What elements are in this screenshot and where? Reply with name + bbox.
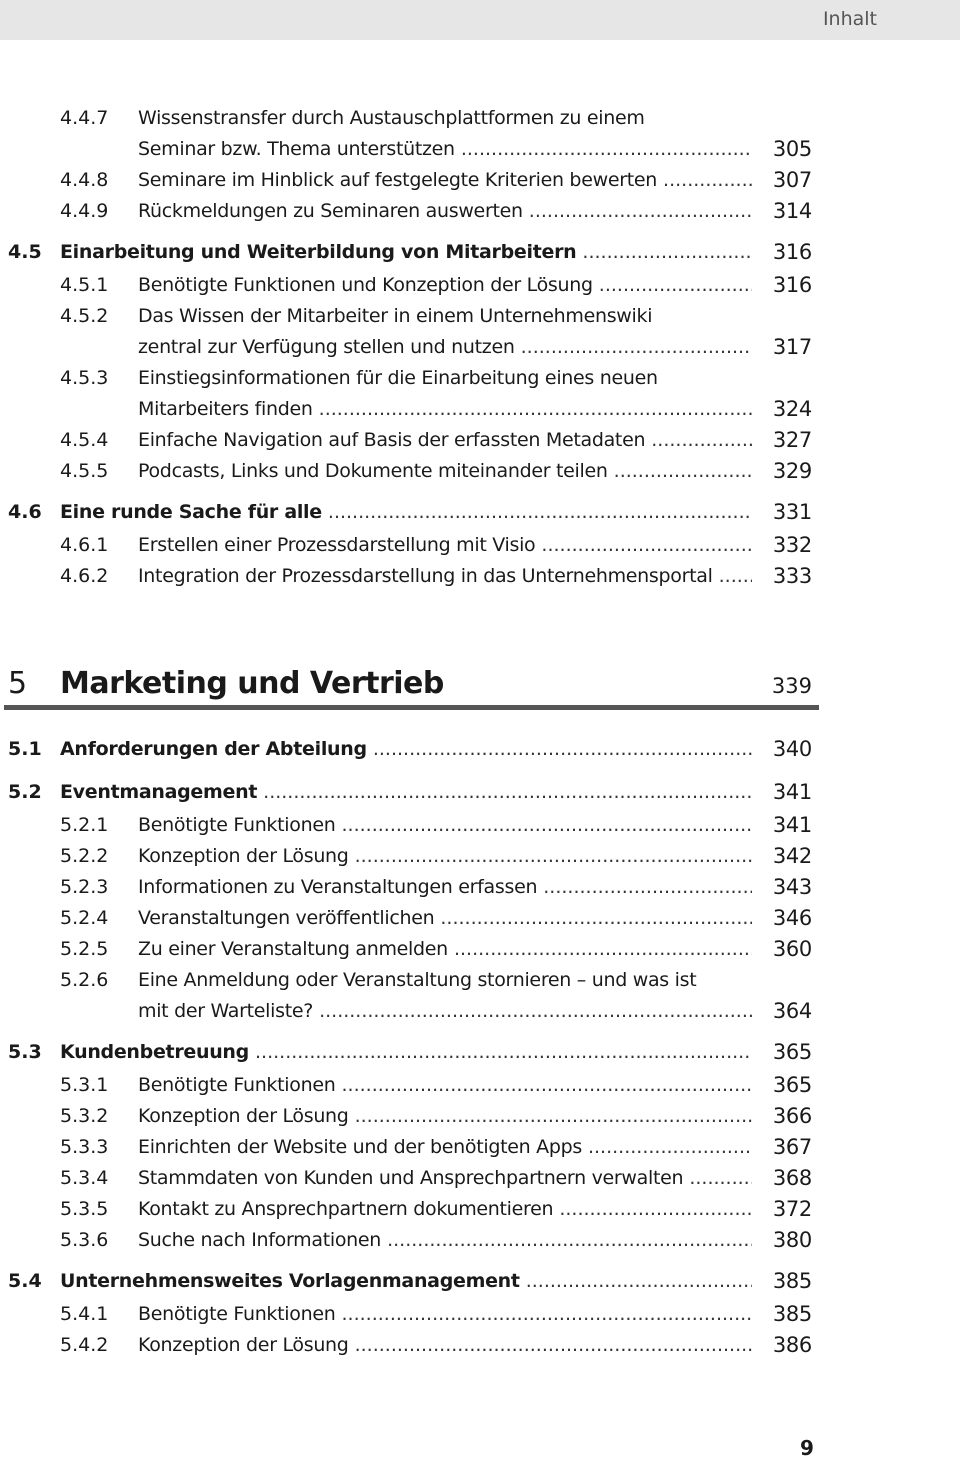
toc-entry-page: 324	[772, 397, 812, 421]
toc-entry-page: 332	[772, 533, 812, 557]
toc-entry-title: Einrichten der Website und der benötigten Apps .....	[138, 1133, 752, 1161]
toc-entry-number: 5.3.5	[60, 1198, 109, 1220]
toc-entry-page: 317	[772, 335, 812, 359]
toc-entry-title: Suche nach Informationen .....	[138, 1226, 752, 1254]
toc-entry-page: 331	[772, 500, 812, 524]
toc-entry-number: 5.3.4	[60, 1167, 109, 1189]
toc-entry-number: 5.2.5	[60, 938, 109, 960]
toc-entry-row[interactable]	[0, 302, 820, 330]
toc-section-row[interactable]	[0, 778, 820, 806]
toc-entry-number: 5.2	[8, 781, 42, 803]
toc-entry-title: Konzeption der Lösung .....	[138, 842, 752, 870]
toc-entry-page: 368	[772, 1166, 812, 1190]
toc-entry-number: 5.2.3	[60, 876, 109, 898]
toc-entry-row[interactable]	[0, 1164, 820, 1192]
toc-entry-page: 365	[772, 1073, 812, 1097]
toc-section-row[interactable]	[0, 1267, 820, 1295]
toc-entry-row[interactable]	[0, 531, 820, 559]
toc-entry-row[interactable]	[0, 426, 820, 454]
toc-entry-title: Unternehmensweites Vorlagenmanagement .....	[60, 1267, 752, 1295]
toc-entry-row[interactable]	[0, 333, 820, 361]
toc-entry-title: Stammdaten von Kunden und Ansprechpartnern verwalten .....	[138, 1164, 752, 1192]
toc-entry-number: 4.4.8	[60, 169, 109, 191]
toc-entry-row[interactable]	[0, 1300, 820, 1328]
toc-entry-number: 4.5.4	[60, 429, 109, 451]
toc-entry-title: Kontakt zu Ansprechpartnern dokumentieren .....	[138, 1195, 752, 1223]
toc-entry-page: 341	[772, 780, 812, 804]
toc-entry-row[interactable]	[0, 842, 820, 870]
toc-entry-title: Benötigte Funktionen und Konzeption der Lösung .....	[138, 271, 752, 299]
toc-entry-number: 5.3.1	[60, 1074, 109, 1096]
toc-entry-number: 5.3.2	[60, 1105, 109, 1127]
toc-entry-row[interactable]	[0, 1331, 820, 1359]
toc-entry-title: Einstiegsinformationen für die Einarbeitung eines neuen	[138, 367, 658, 389]
toc-entry-title: Anforderungen der Abteilung .....	[60, 735, 752, 763]
toc-section-row[interactable]	[0, 238, 820, 266]
toc-entry-number: 4.4.7	[60, 107, 109, 129]
toc-entry-number: 4.5.1	[60, 274, 109, 296]
toc-entry-number: 5.4.2	[60, 1334, 109, 1356]
toc-entry-row[interactable]	[0, 562, 820, 590]
toc-entry-title: Informationen zu Veranstaltungen erfassen .....	[138, 873, 752, 901]
toc-entry-page: 385	[772, 1269, 812, 1293]
toc-entry-row[interactable]	[0, 904, 820, 932]
toc-entry-title: Konzeption der Lösung .....	[138, 1331, 752, 1359]
toc-entry-title: Eine Anmeldung oder Veranstaltung stornieren – und was ist	[138, 969, 697, 991]
toc-entry-page: 316	[772, 273, 812, 297]
toc-entry-row[interactable]	[0, 364, 820, 392]
toc-entry-title: Veranstaltungen veröffentlichen .....	[138, 904, 752, 932]
toc-entry-row[interactable]	[0, 997, 820, 1025]
toc-section-row[interactable]	[0, 735, 820, 763]
toc-entry-page: 364	[772, 999, 812, 1023]
toc-entry-number: 4.6.2	[60, 565, 109, 587]
toc-section-row[interactable]	[0, 498, 820, 526]
toc-entry-page: 343	[772, 875, 812, 899]
running-header-title: Inhalt	[822, 8, 877, 30]
toc-entry-title: Einfache Navigation auf Basis der erfassten Metadaten .....	[138, 426, 752, 454]
toc-entry-row[interactable]	[0, 457, 820, 485]
toc-entry-number: 5.2.6	[60, 969, 109, 991]
toc-entry-row[interactable]	[0, 166, 820, 194]
toc-entry-number: 4.6	[8, 501, 42, 523]
page-number: 9	[800, 1436, 814, 1460]
toc-entry-page: 385	[772, 1302, 812, 1326]
toc-entry-row[interactable]	[0, 873, 820, 901]
toc-entry-page: 329	[772, 459, 812, 483]
toc-entry-number: 4.4.9	[60, 200, 109, 222]
toc-section-row[interactable]	[0, 1038, 820, 1066]
header-band	[0, 0, 960, 40]
toc-entry-page: 380	[772, 1228, 812, 1252]
toc-entry-title: Benötigte Funktionen .....	[138, 1300, 752, 1328]
toc-entry-page: 365	[772, 1040, 812, 1064]
chapter-number: 5	[8, 666, 28, 701]
toc-entry-title: Mitarbeiters finden .....	[138, 395, 752, 423]
toc-entry-number: 5.2.2	[60, 845, 109, 867]
toc-entry-title: Seminar bzw. Thema unterstützen .....	[138, 135, 752, 163]
toc-entry-title: Benötigte Funktionen .....	[138, 811, 752, 839]
toc-entry-row[interactable]	[0, 271, 820, 299]
toc-entry-title: Zu einer Veranstaltung anmelden .....	[138, 935, 752, 963]
toc-entry-number: 5.3.3	[60, 1136, 109, 1158]
toc-entry-row[interactable]	[0, 811, 820, 839]
toc-entry-title: Eine runde Sache für alle .....	[60, 498, 752, 526]
toc-entry-number: 4.5	[8, 241, 42, 263]
toc-entry-page: 366	[772, 1104, 812, 1128]
toc-entry-page: 346	[772, 906, 812, 930]
toc-entry-title: Das Wissen der Mitarbeiter in einem Unternehmenswiki	[138, 305, 653, 327]
chapter-page-number: 339	[771, 674, 812, 698]
toc-entry-row[interactable]	[0, 395, 820, 423]
toc-entry-row[interactable]	[0, 935, 820, 963]
toc-entry-row[interactable]	[0, 966, 820, 994]
toc-entry-number: 5.4.1	[60, 1303, 109, 1325]
chapter-divider	[4, 705, 819, 710]
toc-entry-number: 4.5.2	[60, 305, 109, 327]
toc-entry-title: Einarbeitung und Weiterbildung von Mitarbeitern .....	[60, 238, 752, 266]
toc-entry-title: mit der Warteliste? .....	[138, 997, 752, 1025]
toc-entry-title: Kundenbetreuung .....	[60, 1038, 752, 1066]
toc-entry-title: Benötigte Funktionen .....	[138, 1071, 752, 1099]
toc-entry-page: 341	[772, 813, 812, 837]
toc-entry-page: 305	[772, 137, 812, 161]
toc-entry-number: 5.3.6	[60, 1229, 109, 1251]
toc-entry-number: 4.5.3	[60, 367, 109, 389]
toc-entry-title: Wissenstransfer durch Austauschplattformen zu einem	[138, 107, 645, 129]
toc-entry-row[interactable]	[0, 1133, 820, 1161]
toc-entry-page: 307	[772, 168, 812, 192]
toc-entry-number: 4.6.1	[60, 534, 109, 556]
toc-entry-number: 5.3	[8, 1041, 42, 1063]
toc-entry-title: Rückmeldungen zu Seminaren auswerten .....	[138, 197, 752, 225]
chapter-title: Marketing und Vertrieb	[60, 666, 444, 701]
toc-entry-page: 342	[772, 844, 812, 868]
toc-entry-title: Podcasts, Links und Dokumente miteinander teilen .....	[138, 457, 752, 485]
toc-entry-page: 372	[772, 1197, 812, 1221]
toc-entry-title: Erstellen einer Prozessdarstellung mit Visio .....	[138, 531, 752, 559]
toc-entry-number: 4.5.5	[60, 460, 109, 482]
toc-entry-page: 314	[772, 199, 812, 223]
toc-entry-page: 327	[772, 428, 812, 452]
toc-entry-title: Eventmanagement .....	[60, 778, 752, 806]
toc-entry-row[interactable]	[0, 104, 820, 132]
toc-entry-title: zentral zur Verfügung stellen und nutzen .....	[138, 333, 752, 361]
toc-entry-title: Integration der Prozessdarstellung in das Unternehmensportal .....	[138, 562, 752, 590]
toc-entry-page: 367	[772, 1135, 812, 1159]
toc-entry-row[interactable]	[0, 1071, 820, 1099]
toc-entry-row[interactable]	[0, 1102, 820, 1130]
toc-entry-page: 340	[772, 737, 812, 761]
toc-entry-title: Seminare im Hinblick auf festgelegte Kriterien bewerten .....	[138, 166, 752, 194]
toc-entry-page: 360	[772, 937, 812, 961]
toc-entry-number: 5.1	[8, 738, 42, 760]
toc-entry-number: 5.2.1	[60, 814, 109, 836]
toc-entry-page: 386	[772, 1333, 812, 1357]
toc-entry-row[interactable]	[0, 1195, 820, 1223]
toc-entry-number: 5.2.4	[60, 907, 109, 929]
toc-entry-number: 5.4	[8, 1270, 42, 1292]
toc-entry-page: 333	[772, 564, 812, 588]
toc-entry-page: 316	[772, 240, 812, 264]
toc-entry-row[interactable]	[0, 1226, 820, 1254]
toc-entry-title: Konzeption der Lösung .....	[138, 1102, 752, 1130]
toc-entry-row[interactable]	[0, 135, 820, 163]
toc-entry-row[interactable]	[0, 197, 820, 225]
